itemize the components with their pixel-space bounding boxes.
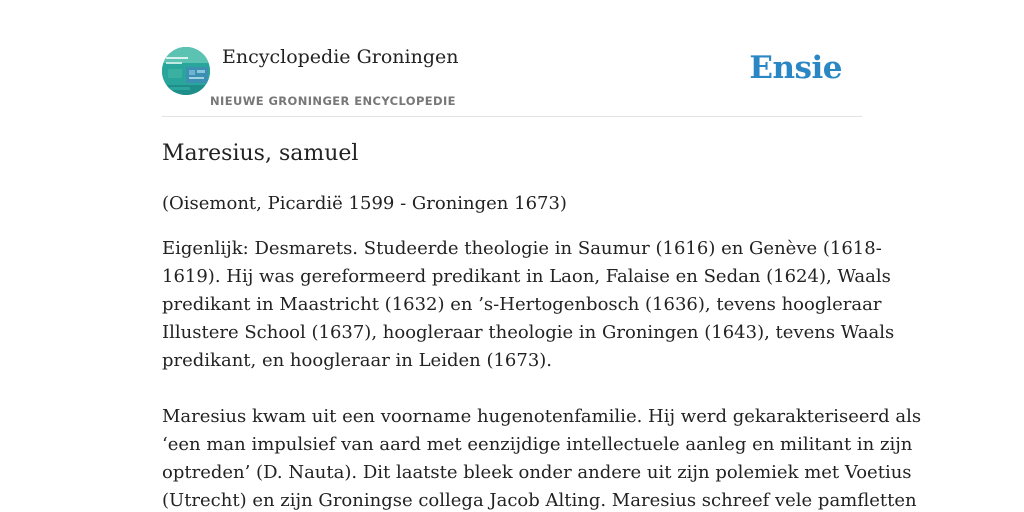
- site-logo-icon[interactable]: [162, 47, 210, 95]
- paragraph-line: (Utrecht) en zijn Groningse collega Jacob Alting. Maresius schreef vele pamfletten: [162, 490, 917, 511]
- site-subtitle: NIEUWE GRONINGER ENCYCLOPEDIE: [210, 94, 456, 108]
- entry-birth-death: (Oisemont, Picardië 1599 - Groningen 1673): [162, 193, 567, 214]
- site-header: [162, 40, 862, 117]
- entry-content: [162, 138, 922, 512]
- entry-paragraph: [162, 403, 922, 512]
- ensie-brand-link[interactable]: Ensie: [749, 50, 842, 86]
- paragraph-line: optreden’ (D. Nauta). Dit laatste bleek onder andere uit zijn polemiek met Voetius: [162, 462, 912, 483]
- paragraph-line: 1619). Hij was gereformeerd predikant in Laon, Falaise en Sedan (1624), Waals: [162, 266, 891, 287]
- paragraph-line: predikant, en hoogleraar in Leiden (1673).: [162, 350, 553, 371]
- entry-paragraph: [162, 235, 895, 375]
- paragraph-line: Illustere School (1637), hoogleraar theologie in Groningen (1643), tevens Waals: [162, 322, 895, 343]
- paragraph-line: ‘een man impulsief van aard met eenzijdige intellectuele aanleg en militant in zijn: [162, 434, 913, 455]
- paragraph-line: Maresius kwam uit een voorname hugenotenfamilie. Hij werd gekarakteriseerd als: [162, 406, 922, 427]
- entry-title: Maresius, samuel: [162, 141, 359, 166]
- paragraph-line: Eigenlijk: Desmarets. Studeerde theologie in Saumur (1616) en Genève (1618-: [162, 238, 882, 259]
- site-title[interactable]: Encyclopedie Groningen: [222, 46, 459, 68]
- paragraph-line: predikant in Maastricht (1632) en ’s-Hertogenbosch (1636), tevens hoogleraar: [162, 294, 882, 315]
- encyclopedia-cover-icon: [162, 47, 210, 95]
